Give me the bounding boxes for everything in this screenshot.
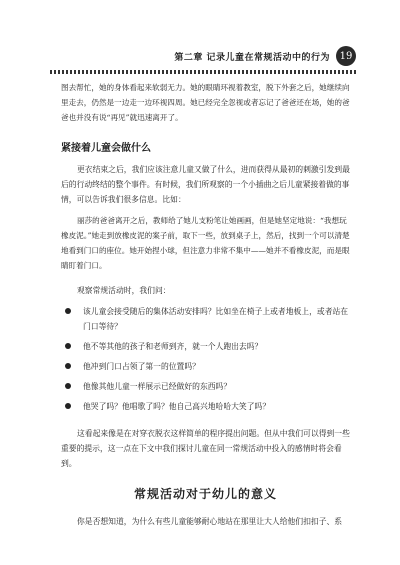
header-rule <box>50 70 356 74</box>
observe-intro: 观察常规活动时，我们问： <box>77 286 171 295</box>
page-content <box>61 80 350 529</box>
closing-paragraph: 这看起来像是在对穿衣脱衣这样简单的程序提出问题。但从中我们可以得到一些重要的提示，这一点在下文中我们探讨儿童在同一常规活动中投入的感情时将会看到。 <box>61 429 350 468</box>
question-list <box>61 304 350 414</box>
section-title: 常规活动对于幼儿的意义 <box>133 487 277 501</box>
list-item: 他哭了吗？他唱歌了吗？他自己高兴地哈哈大笑了吗？ <box>61 399 350 414</box>
bullet-icon <box>65 343 71 349</box>
chapter-title: 第二章 记录儿童在常规活动中的行为 <box>174 52 330 63</box>
final-paragraph: 你是否想知道，为什么有些儿童能够耐心地站在那里让大人给他们扣扣子、系 <box>77 517 343 526</box>
quote-continued: 图去帮忙，她的身体看起来软弱无力。她的眼睛环视着教室，脱下外套之后，她继续向里走去，仍然是一边走一边环视四周。她已经完全忽视或者忘记了爸爸还在场，她的爸爸也并没有说“再见”就迅速离开了。 <box>61 83 350 122</box>
bullet-icon <box>65 363 71 369</box>
list-item: 该儿童会接受随后的集体活动安排吗？比如坐在椅子上或者地板上，或者站在门口等待？ <box>61 304 350 334</box>
bullet-icon <box>65 403 71 409</box>
page-number: 19 <box>336 46 356 66</box>
section-paragraph: 更衣结束之后，我们应该注意儿童又做了什么，进而获得从最初的刺激引发到最后的行动终结的整个事件。有时候，我们所观察的一个小插曲之后儿童紧接着做的事情，可以告诉我们很多信息。比如： <box>61 165 350 204</box>
running-header <box>174 46 356 66</box>
quote-example: 丽莎的爸爸离开之后，教师给了她儿支粉笔让她画画，但是她坚定地说：“我想玩橡皮泥。”她走到放橡皮泥的案子前，取下一些，放到桌子上，然后，找到一个可以清楚地看到门口的座位。她开始捏小球，但注意力非常不集中——她并不看橡皮泥，而是眼睛盯着门口。 <box>61 216 350 270</box>
section-heading: 紧接着儿童会做什么 <box>61 143 151 154</box>
bullet-icon <box>65 383 71 389</box>
list-item: 他冲到门口占领了第一的位置吗？ <box>61 359 350 374</box>
list-item: 他不等其他的孩子和老师到齐，就一个人跑出去吗？ <box>61 339 350 354</box>
list-item: 他像其他儿童一样展示已经做好的东西吗？ <box>61 379 350 394</box>
bullet-icon <box>65 308 71 314</box>
